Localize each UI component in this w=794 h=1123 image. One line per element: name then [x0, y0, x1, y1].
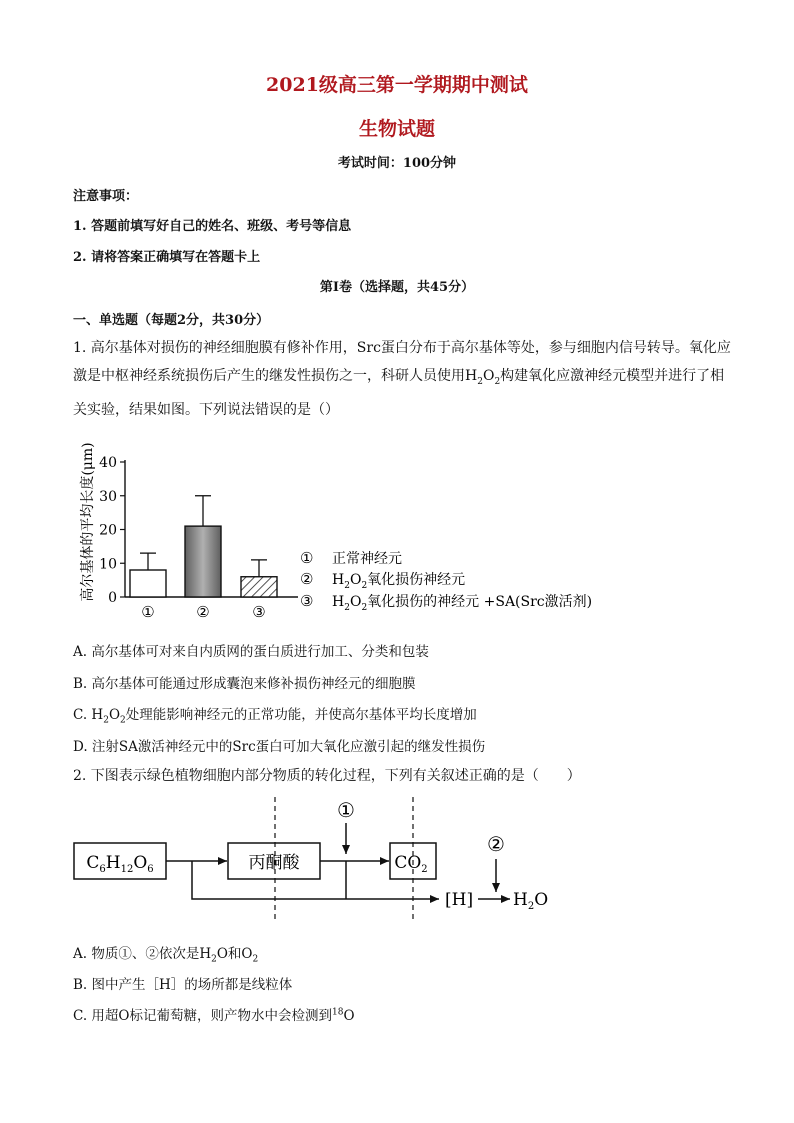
category-label: ② [196, 603, 210, 621]
q1-option-c [73, 703, 477, 726]
q1-option-a: A. 高尔基体可对来自内质网的蛋白质进行加工、分类和包装 [73, 644, 429, 660]
bar-3 [241, 577, 277, 597]
glucose-label: $C_6H_{12}O_6$ [86, 853, 154, 875]
legend-text-2: $H_2O_2$氧化损伤神经元 [332, 572, 466, 591]
q1-option-c-post: 处理能影响神经元的正常功能，并使高尔基体平均长度增加 [125, 707, 477, 723]
q2-option-c-post: O [343, 1008, 355, 1024]
exam-title: 2021级高三第一学期期中测试 [266, 74, 528, 96]
q1-option-c-pre: C. H [73, 707, 104, 723]
part-title: 一、单选题（每题2分，共30分） [73, 313, 270, 328]
q1-option-b: B. 高尔基体可能通过形成囊泡来修补损伤神经元的细胞膜 [73, 676, 416, 692]
bar-2 [185, 526, 221, 597]
y-axis-label: 高尔基体的平均长度(μm) [80, 442, 96, 602]
exam-time: 考试时间：100分钟 [337, 156, 457, 171]
q2-option-b: B. 图中产生［H］的场所都是线粒体 [73, 977, 293, 993]
category-label: ① [141, 603, 155, 621]
category-label: ③ [252, 603, 266, 621]
co2-label: $CO_2$ [394, 853, 428, 875]
legend-mark-1: ① [300, 549, 314, 567]
mark-1: ① [337, 798, 355, 822]
golgi-length-bar-chart [70, 430, 610, 630]
h-label: [H] [445, 890, 474, 910]
q2-option-a-sub1: 2 [211, 954, 217, 965]
q2-option-a-sub2: 2 [252, 954, 259, 965]
question-1-stem [73, 334, 733, 424]
exam-subtitle: 生物试题 [358, 118, 435, 140]
water-label: $H_2O$ [513, 890, 549, 912]
q1-stem-sub: 2 [477, 376, 483, 387]
q1-option-c-mid: O [108, 707, 121, 723]
y-tick-label: 20 [99, 522, 117, 539]
notes-item-2: 2. 请将答案正确填写在答题卡上 [73, 250, 261, 265]
q2-option-a [73, 942, 258, 965]
legend-text-3: $H_2O_2$氧化损伤的神经元 +SA(Src激活剂) [332, 594, 593, 613]
metabolism-flow-diagram [70, 795, 560, 925]
y-tick-label: 40 [99, 455, 117, 471]
q1-stem-c: 构建氧化应激神经元模型并进行了相关实验，结果如图。下列说法错误的是（） [73, 368, 725, 418]
q1-stem-sub2: 2 [494, 376, 501, 387]
q1-stem-a: 1. 高尔基体对损伤的神经细胞膜有修补作用，Src蛋白分布于高尔基体等处，参与细胞内信号转导。氧化应激是中枢神经系统损伤后产生的继发性损伤之一，科研人员使用H [73, 340, 731, 384]
q2-option-c-pre: C. 用超O标记葡萄糖，则产物水中会检测到 [73, 1008, 332, 1024]
q2-option-c [73, 1004, 355, 1024]
q2-option-c-sup: 18 [332, 1007, 344, 1018]
q1-stem-b: O [482, 368, 495, 384]
mark-2: ② [487, 832, 505, 856]
q1-option-c-sub1: 2 [103, 715, 109, 726]
legend-mark-2: ② [300, 570, 314, 588]
section-title: 第I卷（选择题，共45分） [319, 280, 475, 295]
question-2-stem: 2. 下图表示绿色植物细胞内部分物质的转化过程，下列有关叙述正确的是（ ） [73, 768, 581, 784]
bar-1 [130, 570, 166, 597]
q1-option-c-sub2: 2 [120, 715, 126, 726]
q2-option-a-mid: O和O [216, 946, 253, 962]
q2-option-a-pre: A. 物质①、②依次是H [73, 946, 212, 962]
q1-option-d: D. 注射SA激活神经元中的Src蛋白可加大氧化应激引起的继发性损伤 [73, 739, 486, 755]
notes-heading: 注意事项： [73, 189, 139, 204]
pyruvate-label: 丙酮酸 [248, 853, 300, 873]
legend-mark-3: ③ [300, 592, 314, 610]
y-tick-label: 30 [99, 488, 117, 505]
y-tick-label: 0 [108, 590, 117, 606]
y-tick-label: 10 [99, 556, 117, 573]
legend-text-1: 正常神经元 [332, 551, 402, 567]
notes-item-1: 1. 答题前填写好自己的姓名、班级、考号等信息 [73, 219, 352, 234]
